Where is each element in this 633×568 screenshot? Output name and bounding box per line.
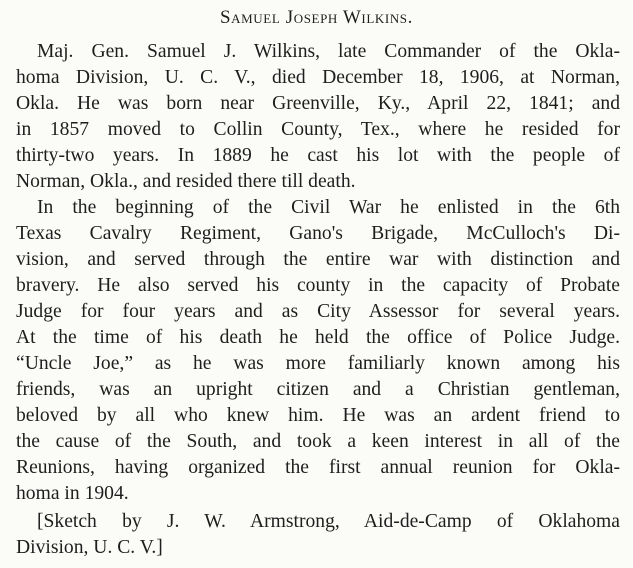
paragraph-1-line-1: Maj. Gen. Samuel J. Wilkins, late Commander of the Okla- xyxy=(37,41,620,62)
article-title: Samuel Joseph Wilkins. xyxy=(219,7,413,28)
paragraph-2-line-11: Reunions, having organized the first annual reunion for Okla- xyxy=(16,457,620,478)
paragraph-1-line-2: homa Division, U. C. V., died December 18, 1906, at Norman, xyxy=(16,67,620,88)
paragraph-2-line-7: “Uncle Joe,” as he was more familiarly known among his xyxy=(16,353,620,374)
paragraph-1-line-5: thirty-two years. In 1889 he cast his lot with the people of xyxy=(16,145,620,166)
paragraph-2-line-12: homa in 1904. xyxy=(16,483,129,504)
paragraph-2-line-6: At the time of his death he held the office of Police Judge. xyxy=(16,327,620,348)
paragraph-2-line-5: Judge for four years and as City Assessor for several years. xyxy=(16,301,620,322)
paragraph-2-line-2: Texas Cavalry Regiment, Gano's Brigade, McCulloch's Di- xyxy=(16,223,620,244)
paragraph-2-line-9: beloved by all who knew him. He was an ardent friend to xyxy=(16,405,620,426)
paragraph-3-line-1: [Sketch by J. W. Armstrong, Aid-de-Camp of Oklahoma xyxy=(37,511,620,532)
paragraph-3-line-2: Division, U. C. V.] xyxy=(16,537,163,558)
paragraph-1-line-3: Okla. He was born near Greenville, Ky., April 22, 1841; and xyxy=(16,93,620,114)
paragraph-1-line-6: Norman, Okla., and resided there till death. xyxy=(16,171,356,192)
paragraph-2-line-10: the cause of the South, and took a keen interest in all of the xyxy=(16,431,620,452)
paragraph-2-line-4: bravery. He also served his county in the capacity of Probate xyxy=(16,275,620,296)
paragraph-2-line-8: friends, was an upright citizen and a Christian gentleman, xyxy=(16,379,620,400)
paragraph-2-line-3: vision, and served through the entire war with distinction and xyxy=(16,249,620,270)
paragraph-2-line-1: In the beginning of the Civil War he enlisted in the 6th xyxy=(37,197,620,218)
paragraph-1-line-4: in 1857 moved to Collin County, Tex., where he resided for xyxy=(16,119,620,140)
